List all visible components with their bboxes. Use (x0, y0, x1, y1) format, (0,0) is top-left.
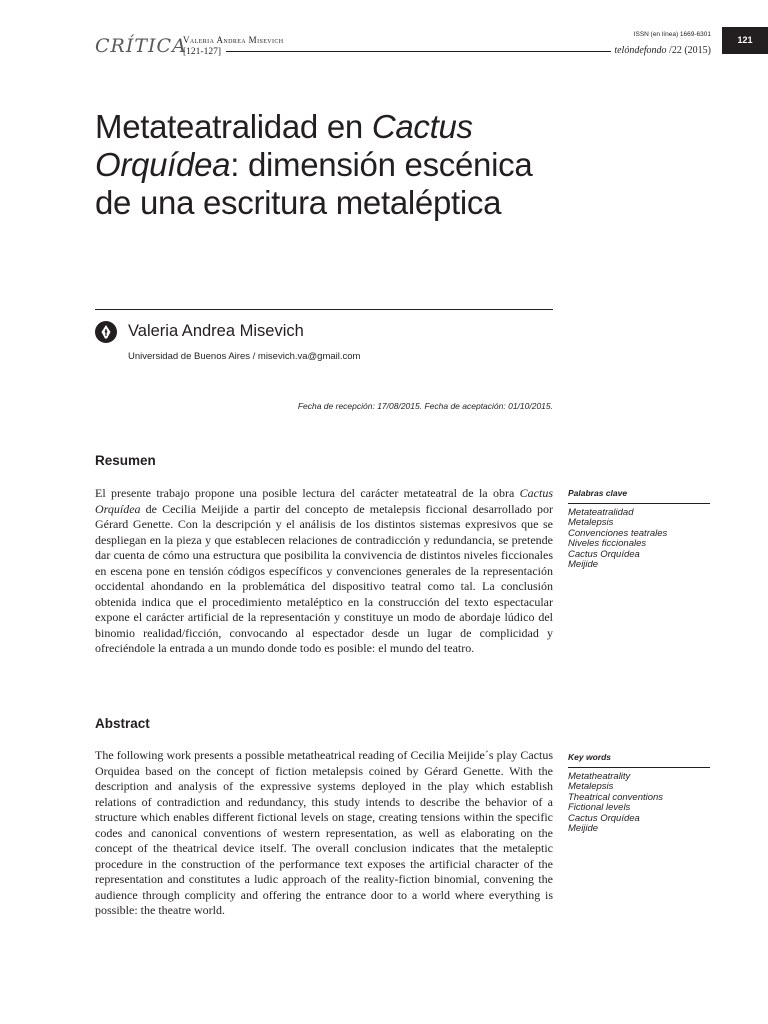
keyword-item: Meijide (568, 823, 599, 835)
resumen-text-italic: Cactus Orquídea (95, 486, 553, 516)
keyword-item: Metateatralidad (568, 507, 634, 518)
keyword-item: Cactus Orquídea (568, 548, 640, 560)
keyword-item: Meijide (568, 559, 599, 571)
pen-nib-icon (95, 321, 117, 343)
abstract-heading: Abstract (95, 716, 150, 731)
key-words-title: Key words (568, 752, 611, 762)
keyword-item: Niveles ficcionales (568, 538, 647, 550)
page-range: [121-127] (183, 47, 221, 57)
keyword-item: Metatheatrality (568, 771, 631, 782)
journal-section-label: CRÍTICA (95, 35, 187, 57)
keyword-item: Theatrical conventions (568, 791, 664, 803)
keyword-item: Convenciones teatrales (568, 527, 668, 539)
issn-label: ISSN (en línea) 1669-6301 (633, 31, 711, 38)
running-author: Valeria Andrea Misevich (183, 35, 284, 45)
resumen-text-end: de Cecilia Meijide a partir del concepto de metalepsis ficcional desarrollado por Gérard Genette. Con la descripción y el análisis de los distintos sistemas expresivos que se despliegan en la pieza y que establecen relaciones de contradicción y redundancia, se pretende dar cuenta de cómo una estructura que posibilita la convivencia de distintos niveles ficcionales en escena pone en tensión códigos específicos y convenciones generales de la representación occidental ahondando en la problemática del dispositivo teatral como tal. La conclusión obtenida indica que el procedimiento metaléptico en la construcción del texto espectacular expone el carácter artificial de la representación y constituye un modo de abordaje lúdico del binomio realidad/ficción, convocando al espectador desde un lugar de complicidad y ofreciéndole la entrada a un mundo donde todo es posible: el mundo del teatro. (95, 501, 553, 655)
title-part2: : dimensión escénica de una escritura metaléptica (95, 146, 533, 221)
journal-name: telóndefondo (614, 45, 667, 56)
header-rule (226, 51, 611, 52)
palabras-clave-list (568, 508, 667, 570)
author-name: Valeria Andrea Misevich (128, 322, 304, 340)
keyword-item: Metalepsis (568, 517, 614, 529)
title-italic: Cactus Orquídea (95, 108, 473, 183)
key-words-rule (568, 767, 710, 768)
resumen-text-start: El presente trabajo propone una posible lectura del carácter metateatral de la obra (95, 486, 520, 500)
key-words-list (568, 772, 663, 834)
author-affiliation: Universidad de Buenos Aires / misevich.va@gmail.com (128, 351, 361, 362)
keyword-item: Cactus Orquídea (568, 812, 640, 824)
page-number-tab: 121 (722, 27, 768, 54)
title-rule (95, 309, 553, 310)
palabras-clave-title: Palabras clave (568, 488, 628, 498)
keyword-item: Fictional levels (568, 802, 631, 814)
article-title (95, 108, 555, 222)
abstract-text: The following work presents a possible metatheatrical reading of Cecilia Meijide´s play Cactus Orquidea based on the concept of fiction metalepsis coined by Gérard Genette. With the description and analysis of the expressive systems deployed in the play which establish relations of contradiction and redundancy, this study intends to describe the behavior of a structure which enables different fictional levels on stage, creating tensions within the specific codes and canonical conventions of western representation, as well as elaborating on the concept of the theatrical device itself. The overall conclusion indicates that the metaleptic procedure in the construction of the performance text exposes the artificial character of the representation and constitutes a ludic approach of the reality-fiction binomial, convening the audience through complicity and offering the entrance door to a world where everything is possible: the theatre world. (95, 748, 553, 917)
journal-issue (614, 45, 711, 56)
resumen-text (95, 486, 553, 657)
keyword-item: Metalepsis (568, 781, 614, 793)
resumen-heading: Resumen (95, 453, 156, 468)
title-part1: Metateatralidad en (95, 108, 372, 145)
journal-issue-number: /22 (2015) (666, 45, 711, 56)
submission-dates: Fecha de recepción: 17/08/2015. Fecha de aceptación: 01/10/2015. (297, 401, 553, 411)
running-header (0, 0, 768, 60)
palabras-clave-rule (568, 503, 710, 504)
